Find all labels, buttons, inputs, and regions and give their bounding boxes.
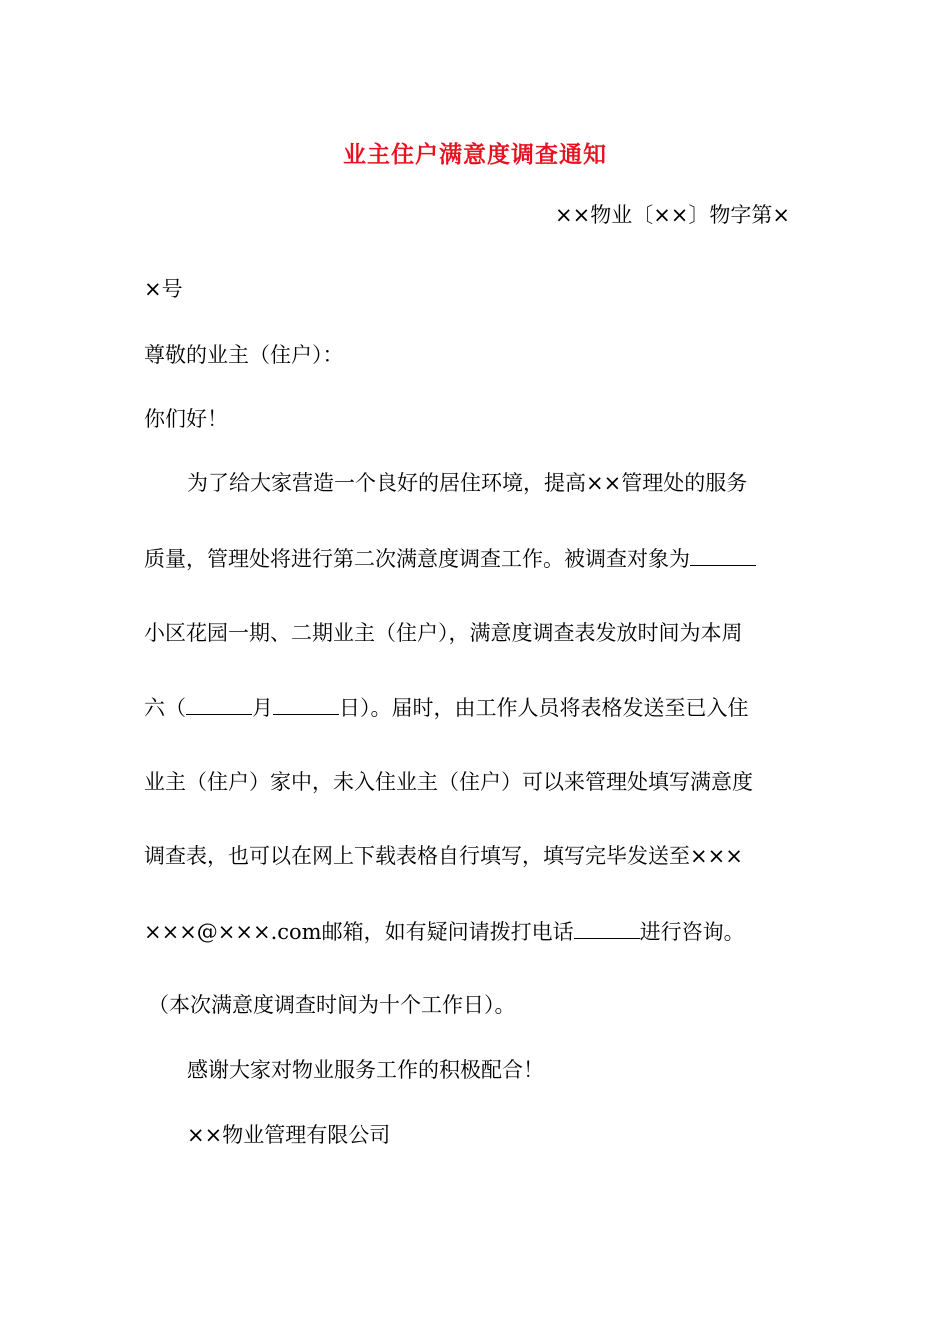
blank-day	[273, 692, 339, 715]
body-line-5: 业主（住户）家中，未入住业主（住户）可以来管理处填写满意度	[144, 770, 753, 794]
body-line-4-month: 月	[252, 696, 273, 720]
body-line-2	[144, 543, 756, 574]
body-line-7-mid: 邮箱，如有疑问请拨打电话	[321, 920, 574, 944]
blank-phone	[574, 916, 640, 939]
body-line-8: （本次满意度调查时间为十个工作日）。	[148, 993, 516, 1017]
reference-number-line2: ×号	[144, 277, 183, 301]
signature-company: ××物业管理有限公司	[187, 1123, 391, 1147]
body-line-7-end: 进行咨询。	[639, 920, 745, 944]
body-line-2-text: 质量，管理处将进行第二次满意度调查工作。被调查对象为	[144, 547, 690, 571]
document-title: 业主住户满意度调查通知	[343, 142, 607, 168]
body-line-4-end: 日）。届时，由工作人员将表格发送至已入住	[339, 696, 749, 720]
body-line-6: 调查表，也可以在网上下载表格自行填写，填写完毕发送至×××	[144, 844, 743, 868]
email-address: ×××@×××.com	[144, 920, 322, 944]
blank-survey-target	[690, 543, 756, 566]
body-line-4-start: 六（	[144, 696, 186, 720]
body-line-7	[144, 916, 745, 947]
body-line-3: 小区花园一期、二期业主（住户），满意度调查表发放时间为本周	[144, 621, 743, 645]
blank-month	[186, 692, 252, 715]
greeting: 你们好！	[144, 407, 228, 431]
thanks-line: 感谢大家对物业服务工作的积极配合！	[187, 1058, 544, 1082]
salutation: 尊敬的业主（住户）：	[144, 343, 344, 367]
reference-number-line1: ××物业〔××〕物字第×	[555, 203, 790, 227]
body-line-1: 为了给大家营造一个良好的居住环境，提高××管理处的服务	[187, 471, 748, 495]
body-line-4	[144, 692, 749, 723]
